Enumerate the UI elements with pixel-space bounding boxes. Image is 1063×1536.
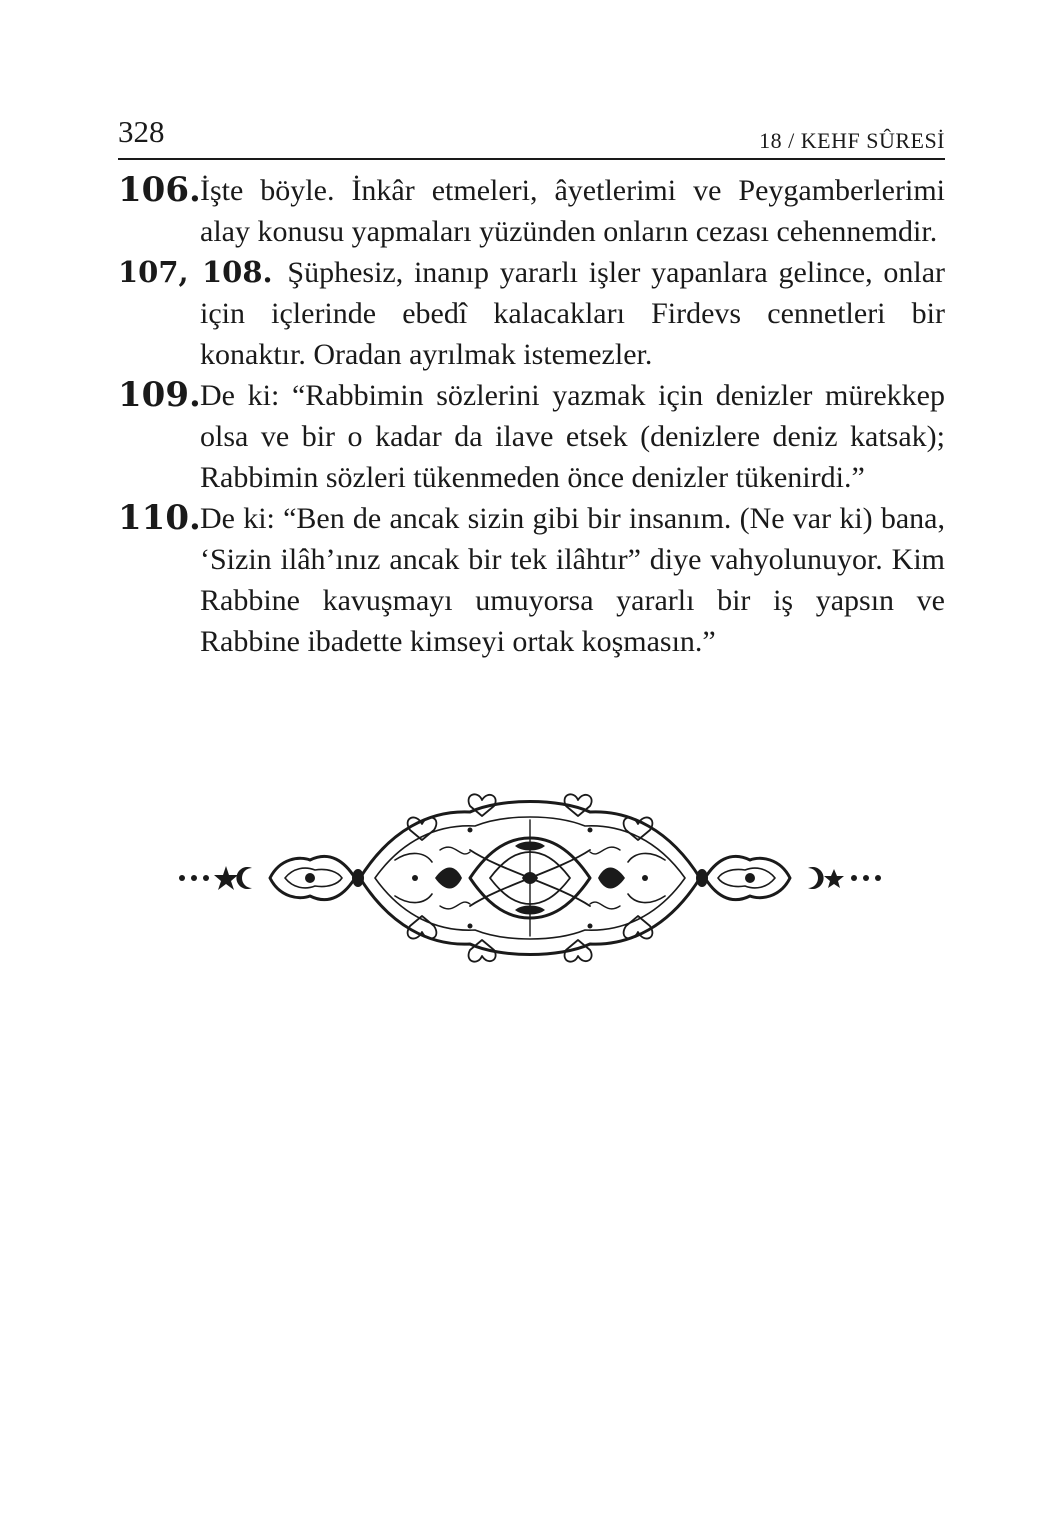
page-number: 328	[118, 114, 165, 149]
verse-number: 107, 108.	[118, 255, 273, 289]
verse-number: 109.	[118, 375, 201, 415]
verse-text: İşte böyle. İnkâr etmeleri, âyetlerimi ve Peygamberlerimi alay konusu yapmaları yüzünden onların cezası cehennemdir.	[200, 174, 945, 248]
verse-text: Şüphesiz, inanıp yararlı işler yapanlara gelince, onlar için içlerinde ebedî kalacakları Firdevs cennetleri bir konaktır. Oradan ayrılmak istemezler.	[200, 256, 946, 371]
verse-number: 106.	[118, 170, 201, 210]
verse-number: 110.	[118, 498, 201, 538]
floral-medallion-ornament-icon	[170, 790, 890, 980]
running-title: 18 / KEHF SÛRESİ	[759, 128, 945, 153]
verse-text: De ki: “Rabbimin sözlerini yazmak için denizler mürekkep olsa ve bir o kadar da ilave etsek (denizlere deniz katsak); Rabbimin sözleri tükenmeden önce denizler tükenirdi.”	[200, 379, 945, 494]
verse-text: De ki: “Ben de ancak sizin gibi bir insanım. (Ne var ki) bana, ‘Sizin ilâh’ınız ancak bir tek ilâhtır” diye vahyolunuyor. Kim Rabbine kavuşmayı umuyorsa yararlı bir iş yapsın ve Rabbine ibadette kimseyi ortak koşmasın.”	[200, 502, 945, 658]
verse-list	[118, 170, 945, 662]
verse-107-108	[118, 252, 945, 375]
page-header	[118, 112, 945, 160]
verse-109	[118, 375, 945, 498]
verse-110	[118, 498, 945, 662]
verse-106	[118, 170, 945, 252]
